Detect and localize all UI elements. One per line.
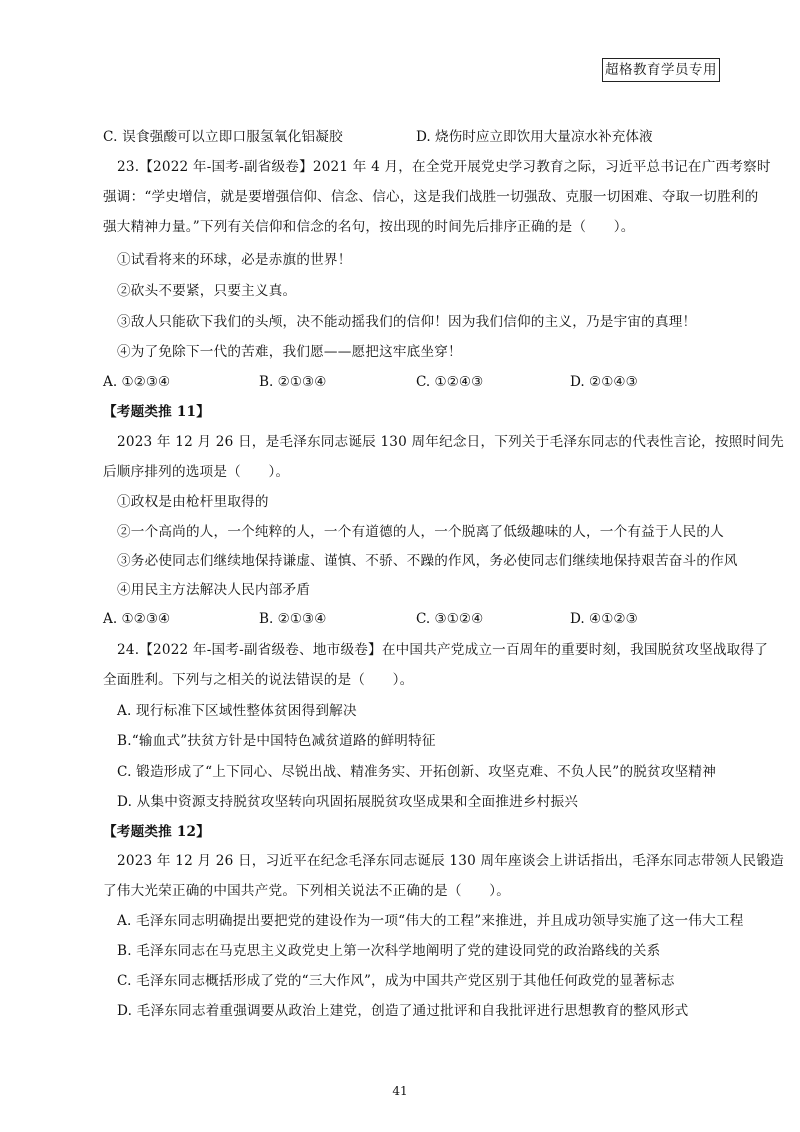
ext11-option-c: C. ③①②④ — [416, 611, 484, 627]
ext11-stem-line-2: 后顺序排列的选项是（ ）。 — [103, 464, 290, 480]
ext12-option-c: C. 毛泽东同志概括形成了党的“三大作风”，成为中国共产党区别于其他任何政党的显著标志 — [117, 973, 675, 989]
q23-option-a: A. ①②③④ — [103, 374, 171, 390]
q23-option-b: B. ②①③④ — [259, 374, 327, 390]
q24-option-b: B.“输血式”扶贫方针是中国特色减贫道路的鲜明特征 — [117, 733, 436, 749]
q24-option-c: C. 锻造形成了“上下同心、尽锐出战、精准务实、开拓创新、攻坚克难、不负人民”的脱贫攻坚精神 — [117, 764, 716, 780]
q23-statement-3: ③敌人只能砍下我们的头颅，决不能动摇我们的信仰！因为我们信仰的主义，乃是宇宙的真理！ — [117, 314, 697, 330]
q23-statement-1: ①试看将来的环球，必是赤旗的世界！ — [117, 252, 352, 268]
ext11-option-d: D. ④①②③ — [570, 611, 638, 627]
q24-stem-line-1: 24.【2022 年-国考-副省级卷、地市级卷】在中国共产党成立一百周年的重要时刻，我国脱贫攻坚战取得了 — [117, 642, 769, 658]
ext12-heading: 【考题类推 12】 — [103, 824, 211, 840]
ext11-statement-1: ①政权是由枪杆里取得的 — [117, 494, 269, 510]
q24-option-a: A. 现行标准下区域性整体贫困得到解决 — [117, 703, 357, 719]
q23-statement-2: ②砍头不要紧，只要主义真。 — [117, 283, 297, 299]
ext12-option-d: D. 毛泽东同志着重强调要从政治上建党，创造了通过批评和自我批评进行思想教育的整风形式 — [117, 1003, 689, 1019]
q24-option-d: D. 从集中资源支持脱贫攻坚转向巩固拓展脱贫攻坚成果和全面推进乡村振兴 — [117, 794, 579, 810]
ext11-heading: 【考题类推 11】 — [103, 404, 211, 420]
ext11-option-b: B. ②①③④ — [259, 611, 327, 627]
q23-stem-line-2: 强调：“学史增信，就是要增强信仰、信念、信心，这是我们战胜一切强敌、克服一切困难、夺取一切胜利的 — [103, 189, 759, 205]
q23-option-d: D. ②①④③ — [570, 374, 638, 390]
ext11-stem-line-1: 2023 年 12 月 26 日，是毛泽东同志诞辰 130 周年纪念日，下列关于毛泽东同志的代表性言论，按照时间先 — [117, 434, 784, 450]
ext12-stem-line-1: 2023 年 12 月 26 日，习近平在纪念毛泽东同志诞辰 130 周年座谈会上讲话指出，毛泽东同志带领人民锻造 — [117, 853, 784, 869]
page-number: 41 — [392, 1084, 408, 1098]
ext11-statement-2: ②一个高尚的人，一个纯粹的人，一个有道德的人，一个脱离了低级趣味的人，一个有益于人民的人 — [117, 524, 724, 540]
q24-stem-line-2: 全面胜利。下列与之相关的说法错误的是（ ）。 — [103, 672, 414, 688]
watermark-stamp: 超格教育学员专用 — [602, 58, 720, 82]
q22-option-d: D. 烧伤时应立即饮用大量凉水补充体液 — [416, 129, 653, 145]
ext12-option-a: A. 毛泽东同志明确提出要把党的建设作为一项“伟大的工程”来推进，并且成功领导实施了这一伟大工程 — [117, 913, 744, 929]
q23-stem-line-1: 23.【2022 年-国考-副省级卷】2021 年 4 月，在全党开展党史学习教育之际，习近平总书记在广西考察时 — [117, 159, 771, 175]
q23-statement-4: ④为了免除下一代的苦难，我们愿——愿把这牢底坐穿！ — [117, 344, 462, 360]
ext11-option-a: A. ①②③④ — [103, 611, 171, 627]
q22-option-c: C. 误食强酸可以立即口服氢氧化铝凝胶 — [103, 129, 343, 145]
ext11-statement-4: ④用民主方法解决人民内部矛盾 — [117, 582, 311, 598]
ext12-stem-line-2: 了伟大光荣正确的中国共产党。下列相关说法不正确的是（ ）。 — [103, 883, 511, 899]
ext12-option-b: B. 毛泽东同志在马克思主义政党史上第一次科学地阐明了党的建设同党的政治路线的关系 — [117, 943, 661, 959]
q23-stem-line-3: 强大精神力量。”下列有关信仰和信念的名句，按出现的时间先后排序正确的是（ ）。 — [103, 219, 635, 235]
q23-option-c: C. ①②④③ — [416, 374, 484, 390]
ext11-statement-3: ③务必使同志们继续地保持谦虚、谨慎、不骄、不躁的作风，务必使同志们继续地保持艰苦奋斗的作风 — [117, 553, 738, 569]
